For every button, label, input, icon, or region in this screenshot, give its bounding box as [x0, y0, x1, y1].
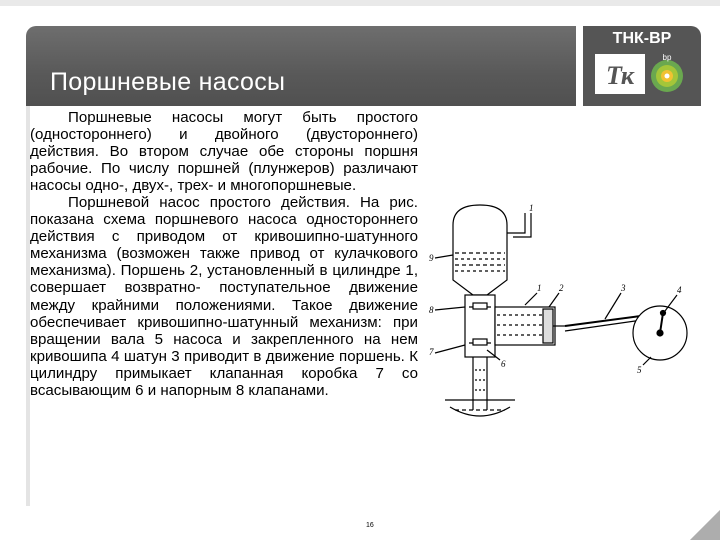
label-3: 3 — [621, 283, 626, 293]
svg-text:bp: bp — [662, 54, 672, 62]
paragraph-2: Поршневой насос простого действия. На рис. показана схема поршневого насоса одностороннего действия с приводом от кривошипно-шатунного механизма (возможен также привод от кулачкового механизма). Поршень 2, установленный в цилиндре 1, совершает возвратно- поступательное движение между крайними положениями. Такое движение обеспечивает кривошипно-шатунный механизм: при вращении вала 5 насоса и закрепленного на нем кривошипа 4 шатун 3 приводит в движение поршень. К цилиндру примыкает клапанная коробка 7 со всасывающим 6 и напорным 8 клапанами. — [30, 194, 419, 399]
label-4: 4 — [677, 285, 682, 295]
top-frame-strip — [0, 0, 720, 6]
page-curl-icon — [690, 510, 720, 540]
label-9: 9 — [429, 253, 434, 263]
tnk-bp-logo-icon — [595, 54, 689, 102]
label-1: 1 — [537, 283, 542, 293]
piston-pump-diagram — [425, 195, 695, 435]
logo-wordmark: ТНК-ВР — [612, 30, 672, 47]
label-2: 2 — [559, 283, 564, 293]
svg-text:Тк: Тк — [605, 61, 635, 90]
label-5: 5 — [637, 365, 642, 375]
label-7: 7 — [429, 347, 434, 357]
label-8: 8 — [429, 305, 434, 315]
company-logo — [583, 26, 701, 106]
paragraph-1: Поршневые насосы могут быть простого (одностороннего) и двойного (двустороннего) действия. Во втором случае обе стороны поршня рабочие. По числу поршней (плунжеров) различают насосы одно-, двух-, трех- и многопоршневые. — [30, 109, 419, 195]
body-text — [30, 109, 418, 399]
label-6: 6 — [501, 359, 506, 369]
label-1-top: 1 — [529, 203, 534, 213]
title-bar — [26, 26, 576, 106]
page-number: 16 — [366, 522, 374, 529]
slide-title: Поршневые насосы — [50, 68, 286, 96]
